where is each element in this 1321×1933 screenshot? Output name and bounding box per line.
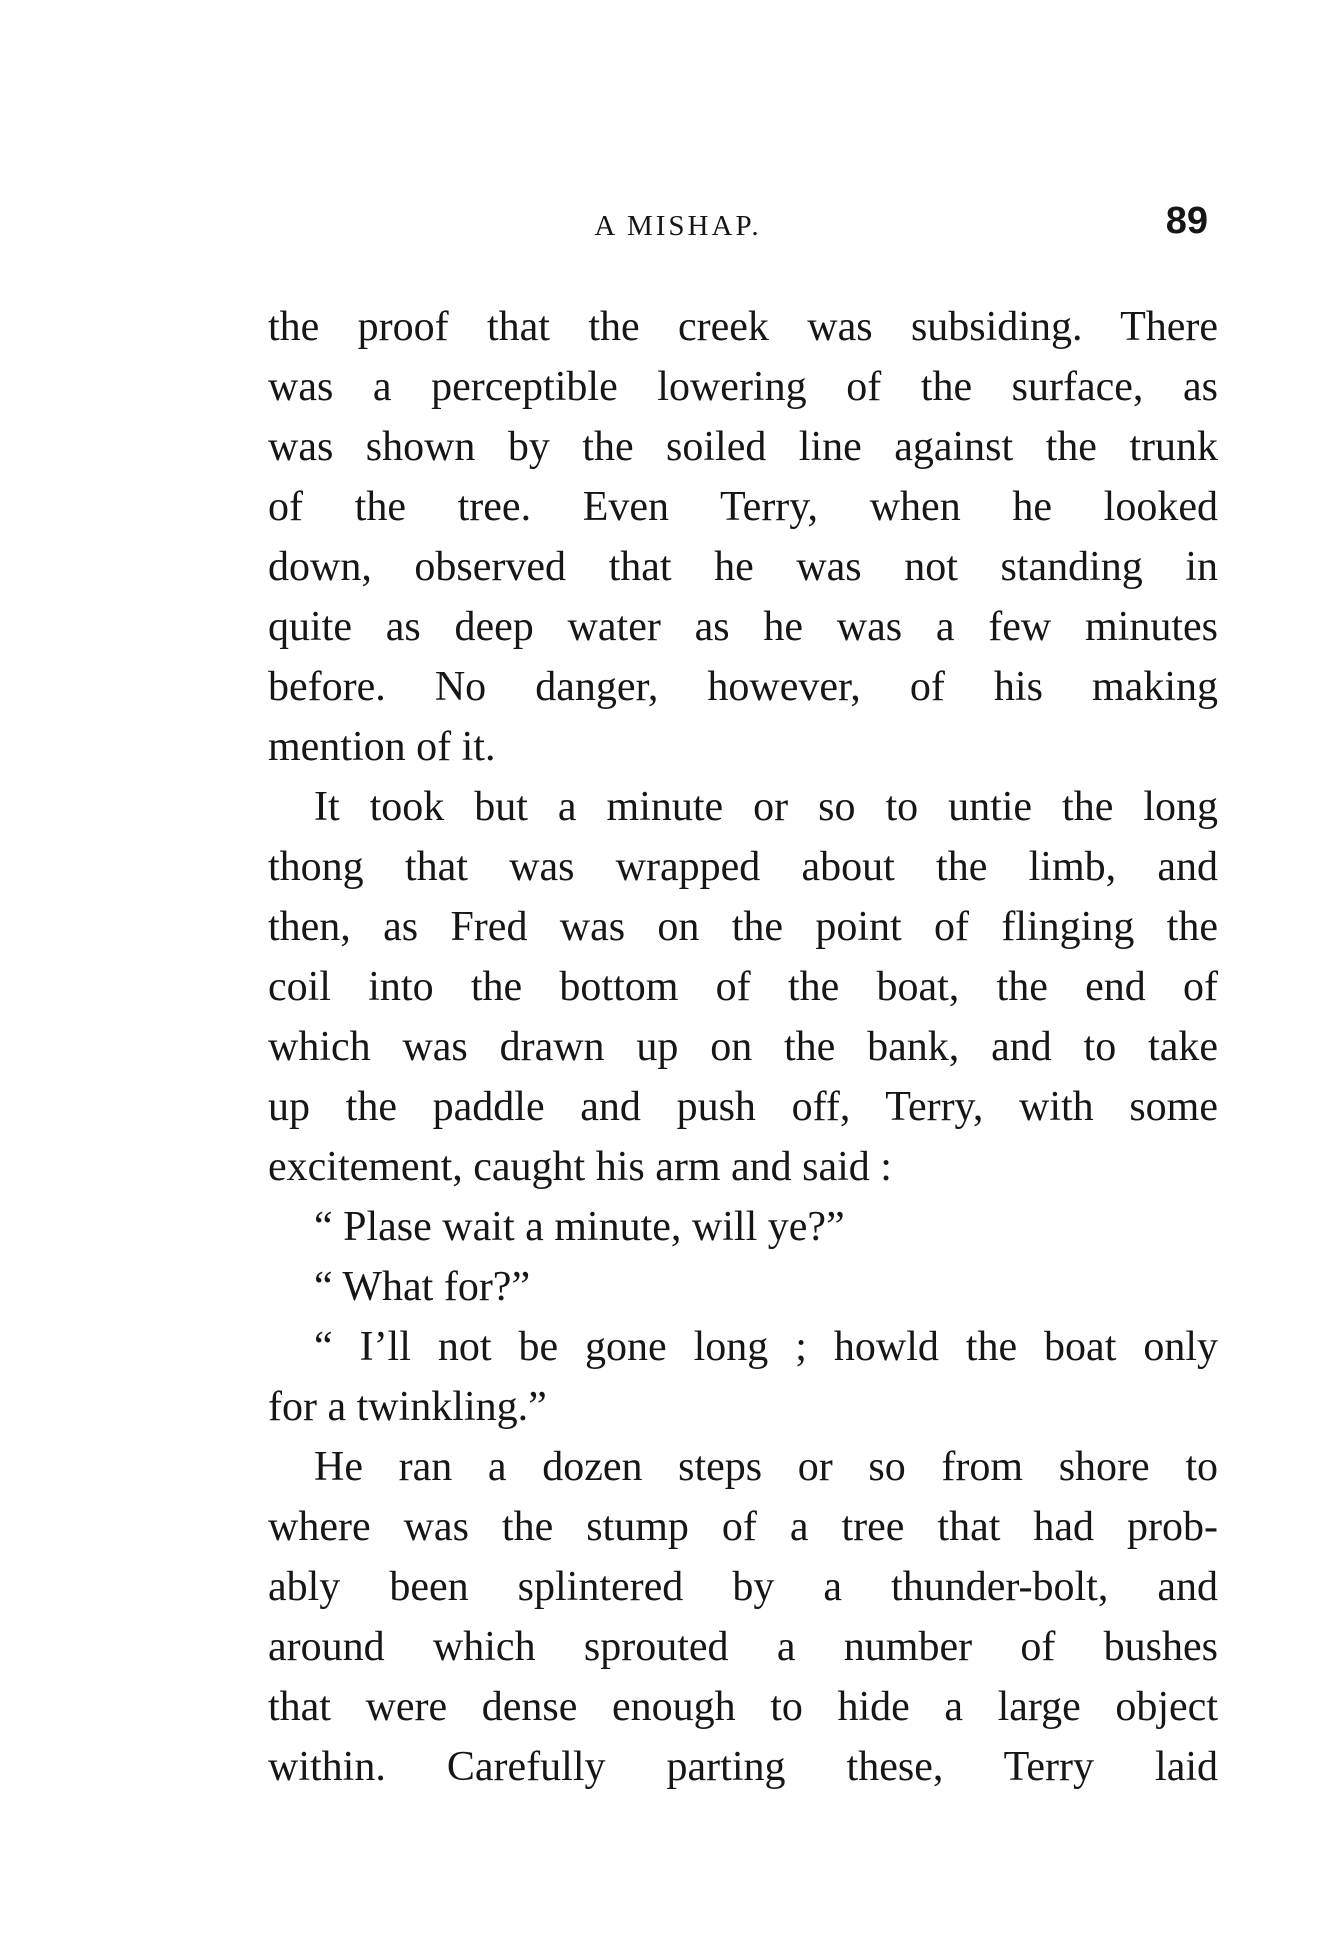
text-line: coil into the bottom of the boat, the end of (268, 964, 1218, 1010)
page-header (268, 196, 1218, 252)
text-line: which was drawn up on the bank, and to take (268, 1024, 1218, 1070)
text-line: He ran a dozen steps or so from shore to (314, 1444, 1218, 1490)
text-line: excitement, caught his arm and said : (268, 1144, 892, 1190)
text-line: the proof that the creek was subsiding. There (268, 304, 1218, 350)
text-line: It took but a minute or so to untie the long (314, 784, 1218, 830)
text-line: mention of it. (268, 724, 496, 770)
page-number: 89 (1165, 200, 1208, 242)
text-line: “ I’ll not be gone long ; howld the boat only (314, 1324, 1218, 1370)
text-line: “ What for?” (314, 1264, 531, 1310)
text-line: before. No danger, however, of his making (268, 664, 1218, 710)
running-title: A MISHAP. (594, 210, 762, 242)
text-line: was a perceptible lowering of the surface, as (268, 364, 1218, 410)
text-line: up the paddle and push off, Terry, with some (268, 1084, 1218, 1130)
text-line: where was the stump of a tree that had prob- (268, 1504, 1218, 1550)
text-line: within. Carefully parting these, Terry laid (268, 1744, 1218, 1790)
text-line: thong that was wrapped about the limb, and (268, 844, 1218, 890)
text-line: then, as Fred was on the point of flinging the (268, 904, 1218, 950)
text-line: was shown by the soiled line against the trunk (268, 424, 1218, 470)
text-line: down, observed that he was not standing in (268, 544, 1218, 590)
text-line: that were dense enough to hide a large object (268, 1684, 1218, 1730)
text-line: “ Plase wait a minute, will ye?” (314, 1204, 845, 1250)
text-line: around which sprouted a number of bushes (268, 1624, 1218, 1670)
text-line: for a twinkling.” (268, 1384, 547, 1430)
text-line: ably been splintered by a thunder-bolt, and (268, 1564, 1218, 1610)
text-line: quite as deep water as he was a few minutes (268, 604, 1218, 650)
body-text (268, 297, 1218, 1797)
text-line: of the tree. Even Terry, when he looked (268, 484, 1218, 530)
